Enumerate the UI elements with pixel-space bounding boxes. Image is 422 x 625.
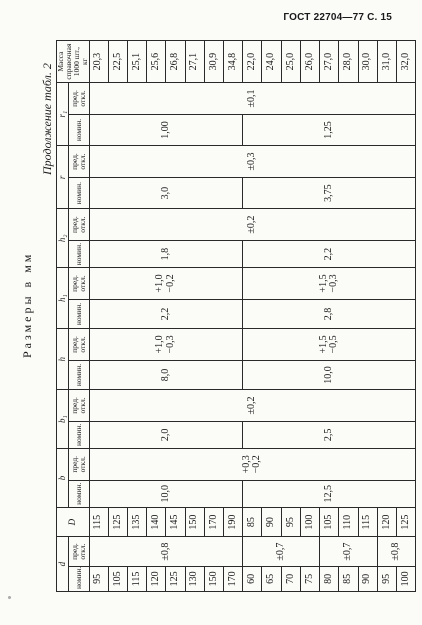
cell-r1-dev: ±0,1 (89, 83, 416, 115)
cell-d: 90 (358, 566, 377, 591)
cell-mass: 28,0 (339, 41, 358, 83)
cell-mass: 32,0 (397, 41, 416, 83)
col-d: d (57, 537, 69, 592)
col-b: b (57, 449, 69, 508)
col-r: r (57, 146, 69, 209)
subcol-dev: пред. откл. (69, 83, 89, 115)
cell-mass: 34,8 (224, 41, 243, 83)
cell-d: 150 (204, 566, 223, 591)
cell-D: 170 (204, 507, 223, 536)
col-h: h (57, 329, 69, 390)
cell-mass: 26,0 (300, 41, 319, 83)
cell-b1-nom: 2,5 (243, 421, 416, 448)
cell-h1-dev: +1,5 −0,3 (243, 268, 416, 300)
cell-h-nom: 8,0 (89, 360, 243, 389)
cell-d: 75 (300, 566, 319, 591)
subcol-nom: номин. (69, 421, 89, 448)
cell-d-dev: ±0,8 (377, 537, 416, 566)
col-D: D (57, 507, 90, 536)
cell-d: 130 (185, 566, 204, 591)
cell-h-dev: +1,0 −0,3 (89, 329, 243, 361)
subcol-dev: пред. откл. (69, 329, 89, 361)
cell-D: 125 (108, 507, 127, 536)
cell-mass: 31,0 (377, 41, 396, 83)
cell-D: 95 (281, 507, 300, 536)
cell-d: 70 (281, 566, 300, 591)
cell-d: 100 (397, 566, 416, 591)
cell-h2-nom: 2,2 (243, 240, 416, 267)
cell-D: 105 (320, 507, 339, 536)
cell-d: 170 (224, 566, 243, 591)
cell-mass: 30,0 (358, 41, 377, 83)
cell-D: 120 (377, 507, 396, 536)
table-continuation-caption: Продолжение табл. 2 (40, 63, 54, 175)
margin-dot (8, 596, 11, 599)
cell-b-dev: +0,3 −0,2 (89, 449, 416, 481)
subcol-nom: номин. (69, 114, 89, 146)
cell-d: 120 (147, 566, 166, 591)
cell-h-dev: +1,5 −0,5 (243, 329, 416, 361)
cell-d-dev: ±0,7 (243, 537, 320, 566)
subcol-dev: пред. откл. (69, 209, 89, 241)
cell-r-nom: 3,75 (243, 177, 416, 209)
cell-b1-nom: 2,0 (89, 421, 243, 448)
subcol-dev: пред. откл. (69, 449, 89, 481)
subcol-nom: номин. (69, 360, 89, 389)
cell-D: 100 (300, 507, 319, 536)
cell-mass: 27,0 (320, 41, 339, 83)
cell-b-nom: 10,0 (89, 480, 243, 507)
cell-d: 105 (108, 566, 127, 591)
cell-D: 115 (89, 507, 108, 536)
cell-h-nom: 10,0 (243, 360, 416, 389)
cell-d: 125 (166, 566, 185, 591)
cell-d: 95 (89, 566, 108, 591)
cell-d: 80 (320, 566, 339, 591)
cell-D: 115 (358, 507, 377, 536)
cell-D: 90 (262, 507, 281, 536)
dimensions-table (56, 40, 416, 592)
cell-mass: 27,1 (185, 41, 204, 83)
cell-mass: 25,6 (147, 41, 166, 83)
cell-mass: 25,1 (127, 41, 146, 83)
cell-d: 85 (339, 566, 358, 591)
cell-d: 65 (262, 566, 281, 591)
cell-mass: 22,5 (108, 41, 127, 83)
col-h1: h₁ (57, 268, 69, 329)
cell-D: 135 (127, 507, 146, 536)
cell-D: 145 (166, 507, 185, 536)
cell-mass: 24,0 (262, 41, 281, 83)
subcol-dev: пред. откл. (69, 537, 89, 566)
cell-r1-nom: 1,00 (89, 114, 243, 146)
cell-D: 190 (224, 507, 243, 536)
page-header: ГОСТ 22704—77 С. 15 (283, 12, 392, 23)
cell-mass: 20,3 (89, 41, 108, 83)
cell-D: 150 (185, 507, 204, 536)
header-row-symbols (57, 41, 69, 592)
cell-mass: 22,0 (243, 41, 262, 83)
cell-b-nom: 12,5 (243, 480, 416, 507)
subcol-nom: номин. (69, 240, 89, 267)
cell-h2-dev: ±0,2 (89, 209, 416, 241)
cell-r-dev: ±0,3 (89, 146, 416, 178)
cell-d-dev: ±0,7 (320, 537, 378, 566)
col-h2: h₂ (57, 209, 69, 268)
cell-D: 140 (147, 507, 166, 536)
cell-D: 125 (397, 507, 416, 536)
cell-D: 110 (339, 507, 358, 536)
cell-mass: 25,0 (281, 41, 300, 83)
cell-r-nom: 3,0 (89, 177, 243, 209)
subcol-nom: номин. (69, 566, 89, 591)
subcol-dev: пред. откл. (69, 146, 89, 178)
cell-mass: 30,9 (204, 41, 223, 83)
cell-b1-dev: ±0,2 (89, 390, 416, 422)
subcol-dev: пред. откл. (69, 268, 89, 300)
cell-d-dev: ±0,8 (89, 537, 243, 566)
table-row (89, 41, 108, 592)
table-row (243, 41, 262, 592)
subcol-nom: номин. (69, 177, 89, 209)
sizes-caption: Размеры в мм (20, 251, 34, 358)
col-r1: r₁ (57, 83, 69, 146)
subcol-nom: номин. (69, 480, 89, 507)
subcol-nom: номин. (69, 299, 89, 328)
subcol-dev: пред. откл. (69, 390, 89, 422)
cell-mass: 26,8 (166, 41, 185, 83)
cell-h1-nom: 2,8 (243, 299, 416, 328)
table-wrapper (56, 40, 422, 589)
cell-h1-nom: 2,2 (89, 299, 243, 328)
cell-r1-nom: 1,25 (243, 114, 416, 146)
cell-d: 60 (243, 566, 262, 591)
col-mass: Масса справочная 1000 шт., кг (57, 41, 90, 83)
cell-d: 95 (377, 566, 396, 591)
cell-d: 115 (127, 566, 146, 591)
col-b1: b₁ (57, 390, 69, 449)
cell-h2-nom: 1,8 (89, 240, 243, 267)
cell-D: 85 (243, 507, 262, 536)
cell-h1-dev: +1,0 −0,2 (89, 268, 243, 300)
